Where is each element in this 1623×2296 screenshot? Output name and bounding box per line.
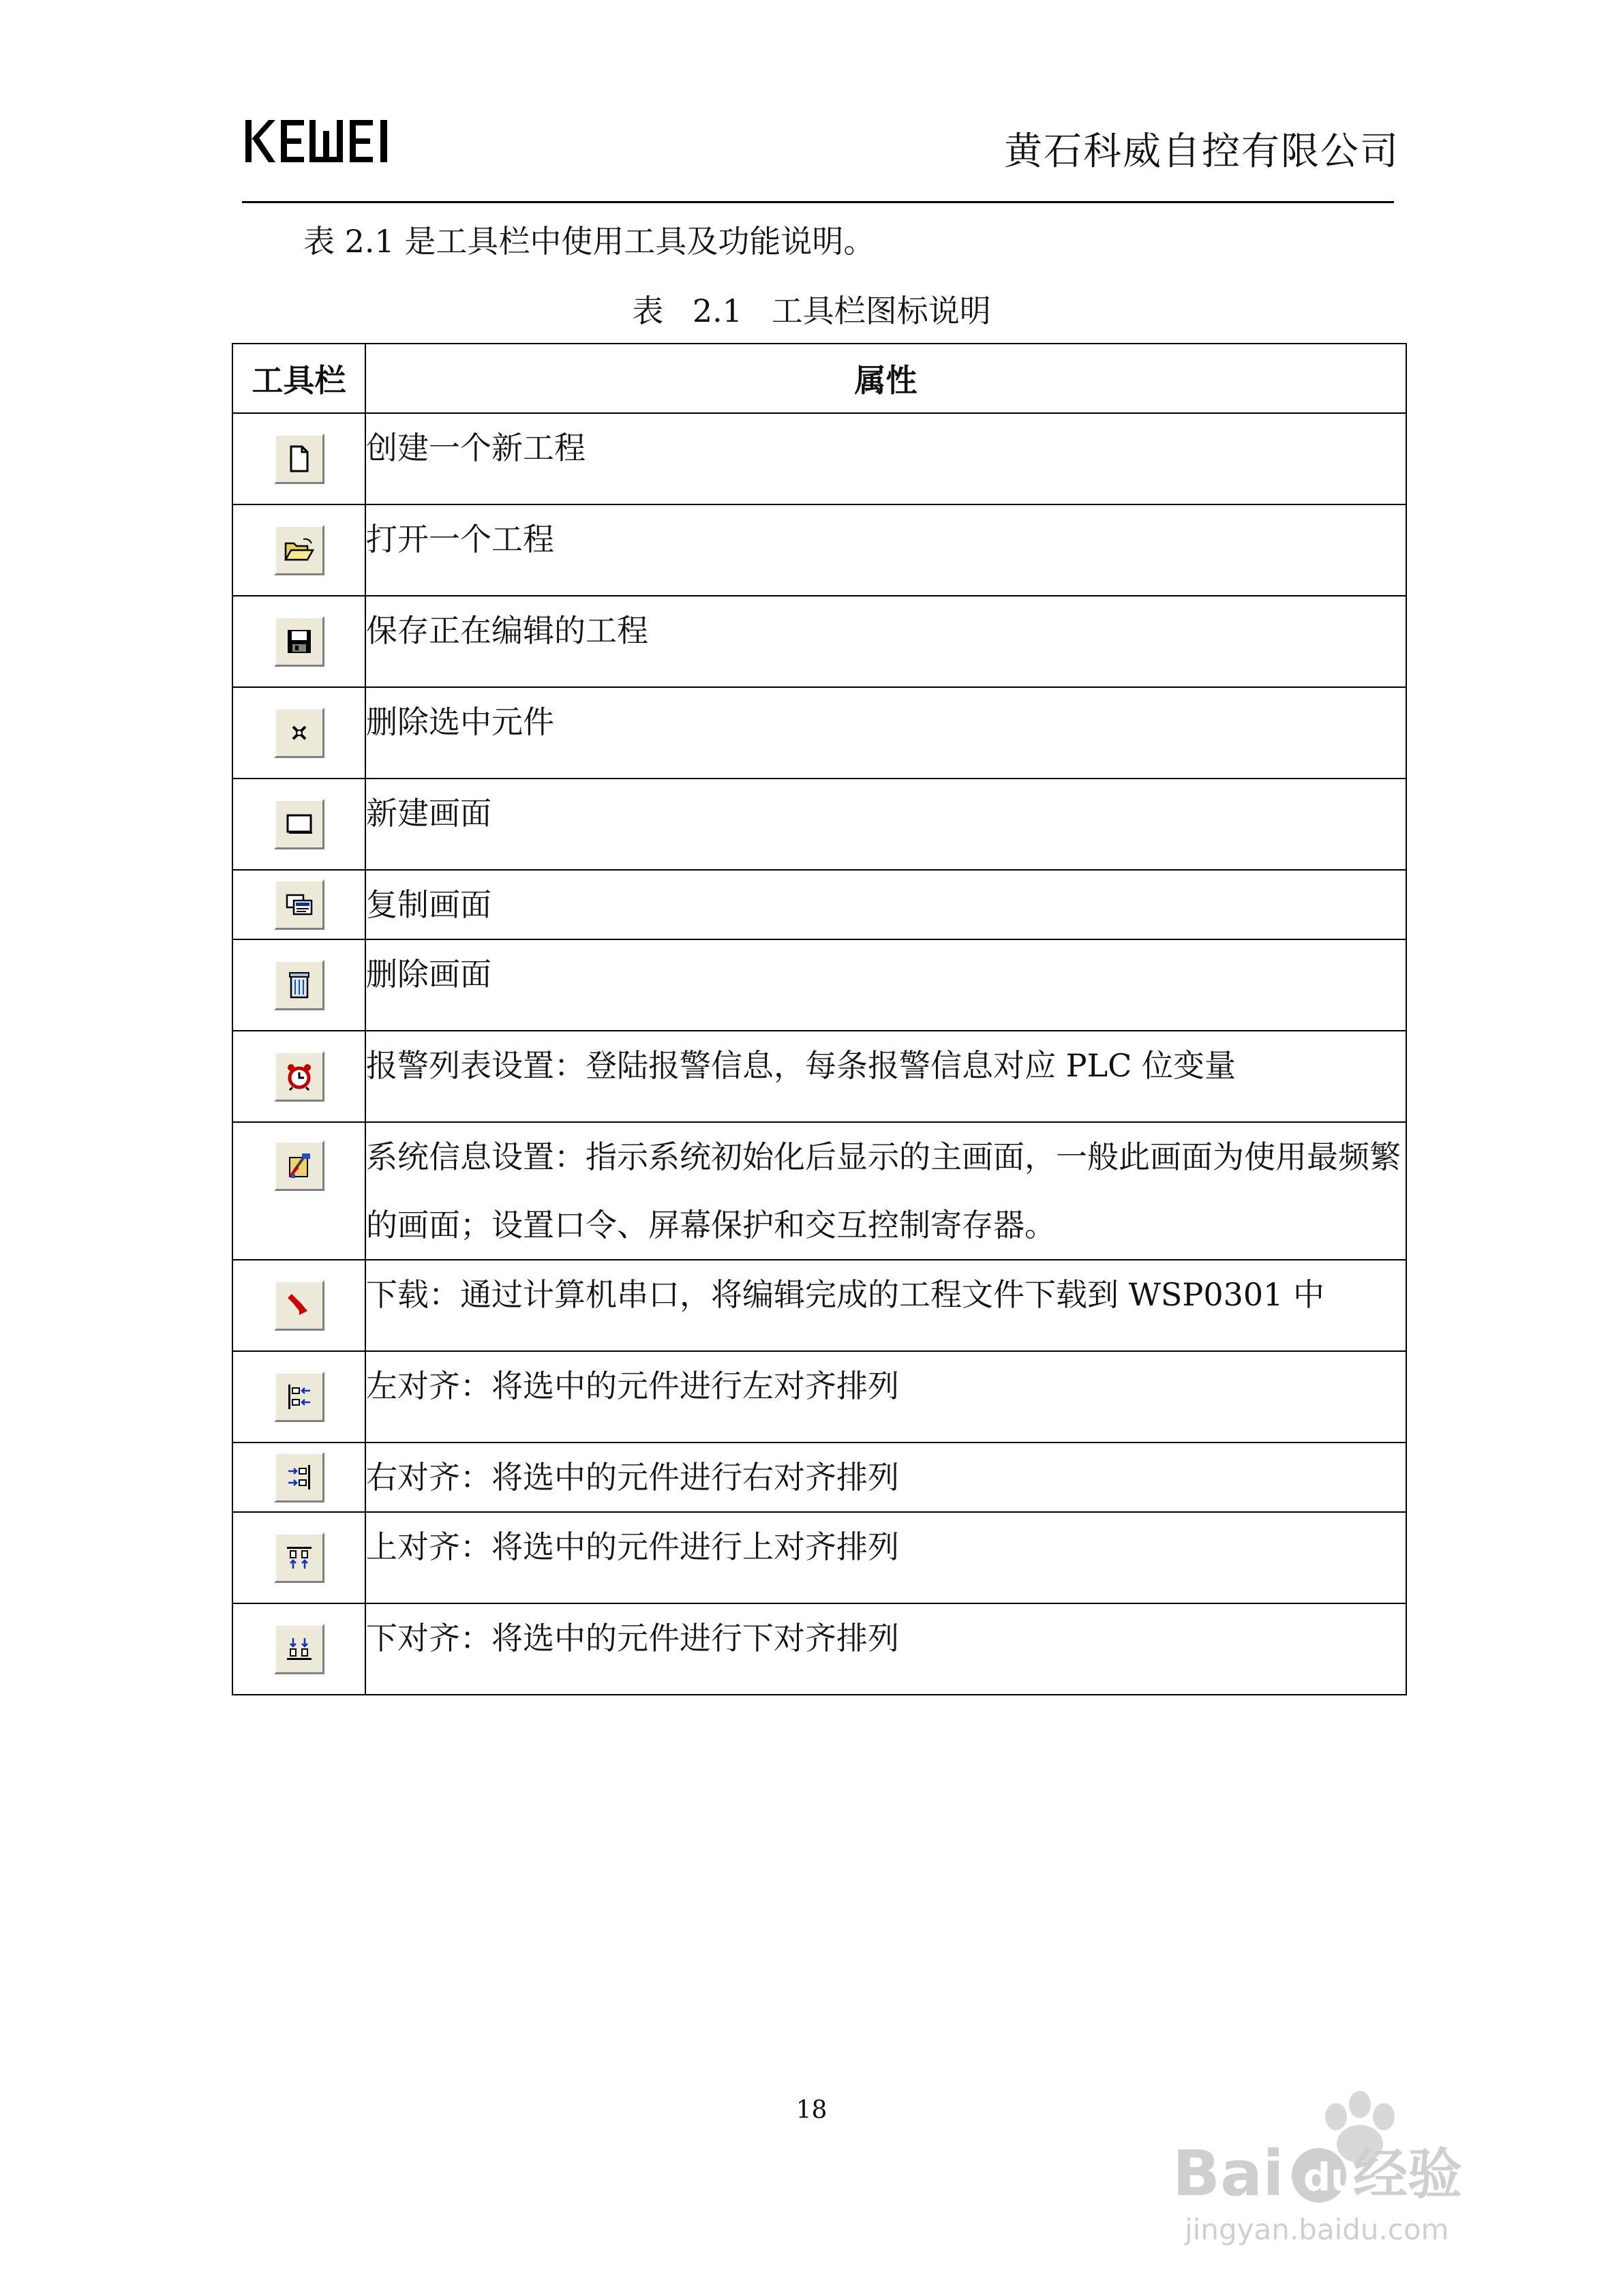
download-arrow-icon[interactable] (274, 1280, 324, 1331)
row-description: 右对齐：将选中的元件进行右对齐排列 (365, 1442, 1406, 1512)
system-info-icon[interactable] (274, 1141, 324, 1191)
row-description: 下对齐：将选中的元件进行下对齐排列 (365, 1603, 1406, 1695)
header-rule (242, 201, 1394, 203)
open-folder-icon[interactable] (274, 525, 324, 575)
row-description: 打开一个工程 (365, 504, 1406, 596)
table-row (232, 687, 1406, 779)
kewei-logo (244, 115, 401, 168)
row-description: 左对齐：将选中的元件进行左对齐排列 (365, 1351, 1406, 1442)
row-description: 删除选中元件 (365, 687, 1406, 779)
table-row (232, 1442, 1406, 1512)
table-row (232, 1260, 1406, 1351)
table-row (232, 1351, 1406, 1442)
table-row (232, 596, 1406, 687)
align-bottom-icon[interactable] (274, 1624, 324, 1674)
svg-text:jingyan.baidu.com: jingyan.baidu.com (1185, 2213, 1449, 2246)
table-row (232, 413, 1406, 504)
row-description: 上对齐：将选中的元件进行上对齐排列 (365, 1512, 1406, 1603)
save-disk-icon[interactable] (274, 616, 324, 667)
table-header-row (232, 344, 1406, 413)
alarm-clock-icon[interactable] (274, 1051, 324, 1102)
delete-screen-icon[interactable] (274, 960, 324, 1010)
new-file-icon[interactable] (274, 434, 324, 484)
row-description: 系统信息设置：指示系统初始化后显示的主画面，一般此画面为使用最频繁的画面；设置口令、屏幕保护和交互控制寄存器。 (365, 1122, 1406, 1260)
table-caption: 表 2.1 工具栏图标说明 (632, 292, 991, 329)
table-row (232, 939, 1406, 1031)
copy-screen-icon[interactable] (274, 879, 324, 930)
svg-text:du: du (1303, 2156, 1358, 2200)
table-row (232, 504, 1406, 596)
toolbar-icon-table (232, 343, 1407, 1695)
new-screen-icon[interactable] (274, 799, 324, 849)
page-number: 18 (795, 2096, 828, 2124)
table-row (232, 1031, 1406, 1122)
table-row (232, 1603, 1406, 1695)
header-attribute: 属性 (365, 344, 1406, 413)
svg-text:经验: 经验 (1353, 2143, 1462, 2206)
row-description: 删除画面 (365, 939, 1406, 1031)
table-row (232, 779, 1406, 870)
company-name: 黄石科威自控有限公司 (1004, 130, 1399, 174)
delete-element-icon[interactable] (274, 708, 324, 758)
row-description: 复制画面 (365, 870, 1406, 939)
row-description: 创建一个新工程 (365, 413, 1406, 504)
table-row (232, 870, 1406, 939)
table-row (232, 1122, 1406, 1260)
intro-text: 表 2.1 是工具栏中使用工具及功能说明。 (303, 223, 875, 260)
row-description: 下载：通过计算机串口，将编辑完成的工程文件下载到 WSP0301 中 (365, 1260, 1406, 1351)
align-top-icon[interactable] (274, 1532, 324, 1583)
svg-text:Bai: Bai (1172, 2137, 1284, 2210)
table-row (232, 1512, 1406, 1603)
align-left-icon[interactable] (274, 1372, 324, 1422)
row-description: 新建画面 (365, 779, 1406, 870)
header-toolbar: 工具栏 (232, 344, 365, 413)
baidu-watermark (1159, 2076, 1541, 2253)
align-right-icon[interactable] (274, 1452, 324, 1502)
row-description: 报警列表设置：登陆报警信息，每条报警信息对应 PLC 位变量 (365, 1031, 1406, 1122)
row-description: 保存正在编辑的工程 (365, 596, 1406, 687)
